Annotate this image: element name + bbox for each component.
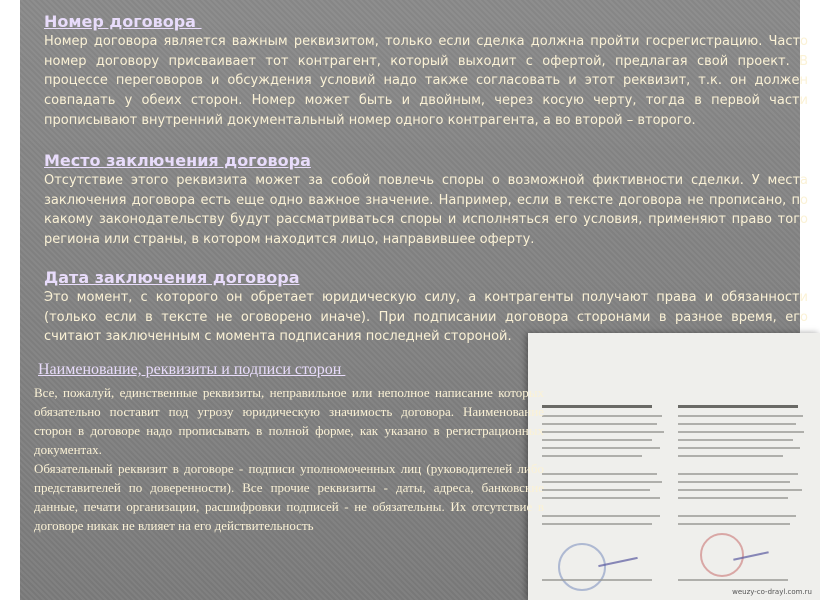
section-names-and-signatures bbox=[34, 361, 544, 535]
section-contract-number bbox=[44, 12, 808, 131]
section-heading: Наименование, реквизиты и подписи сторон bbox=[38, 361, 346, 378]
section-place-of-conclusion bbox=[44, 151, 808, 250]
section-heading: Дата заключения договора bbox=[44, 268, 300, 287]
section-text: Номер договора является важным реквизитом, только если сделка должна пройти госрегистрацию. Часто номер договору присваивает тот контрагент, который выходит с офертой, предлагая свой проект. В процессе переговоров и обсуждения условий надо также согласовать и этот реквизит, т.к. он должен совпадать у обеих сторон. Номер может быть и двойным, через косую черту, тогда в первой части прописывают внутренний документальный номер одного контрагента, а во второй – второго. bbox=[44, 34, 808, 128]
section-text: Это момент, с которого он обретает юридическую силу, а контрагенты получают права и обязанности (только если в тексте не оговорено иначе). При подписании договора сторонами в разное время, его считают заключенным с момента подписания последней стороной. bbox=[44, 290, 808, 345]
section-heading: Номер договора bbox=[44, 12, 202, 31]
contract-document-image bbox=[528, 333, 820, 600]
image-watermark: weuzy-co-drayl.com.ru bbox=[732, 588, 812, 596]
section-paragraph: Все, пожалуй, единственные реквизиты, неправильное или неполное написание которых обязательно поставит под угрозу юридическую значимость договора. Наименование сторон в договоре надо прописывать в полной форме, как указано в регистрационных документах. bbox=[34, 385, 544, 457]
section-paragraph: Обязательный реквизит в договоре - подписи уполномоченных лиц (руководителей либо представителей по доверенности). Все прочие реквизиты - даты, адреса, банковские данные, печати организации, расшифровки подписей - не обязательны. Их отсутствие в договоре никак не влияет на его действительность bbox=[34, 461, 544, 533]
section-date-of-conclusion bbox=[44, 268, 808, 347]
section-text: Отсутствие этого реквизита может за собой повлечь споры о возможной фиктивности сделки. У места заключения договора есть еще одно важное значение. Например, если в тексте договора не прописано, по какому законодательству будут рассматриваться споры и исполняться его условия, применяют право того региона или страны, в котором находится лицо, направившее оферту. bbox=[44, 173, 808, 248]
slide bbox=[20, 0, 812, 600]
section-heading: Место заключения договора bbox=[44, 151, 311, 170]
